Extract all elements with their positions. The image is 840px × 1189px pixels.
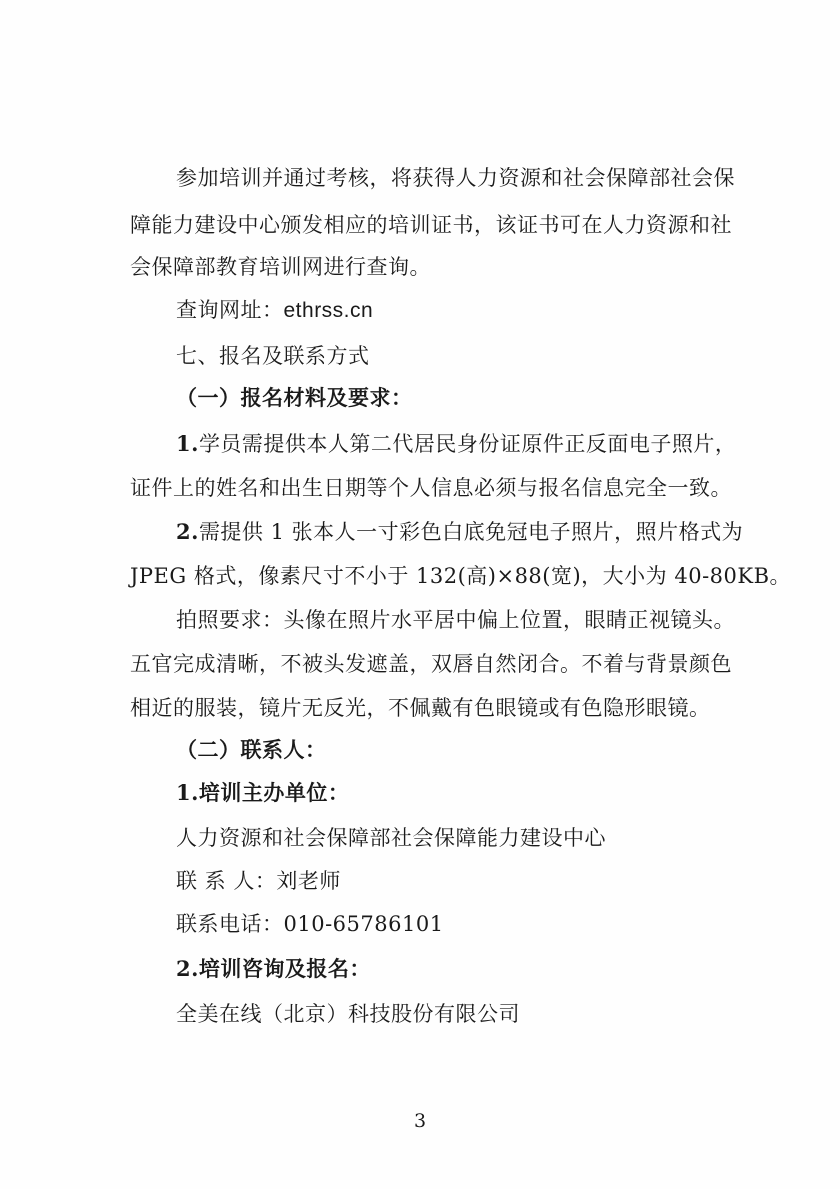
list-item-line: JPEG 格式，像素尺寸不小于 132(高)×88(宽)，大小为 40-80KB。 [130, 564, 792, 588]
page-number: 3 [413, 1110, 427, 1132]
paragraph-line: 相近的服装，镜片无反光，不佩戴有色眼镜或有色隐形眼镜。 [130, 696, 711, 720]
section-heading: 七、报名及联系方式 [176, 344, 370, 368]
subsection-heading: （二）联系人： [176, 737, 327, 762]
consult-heading: 2.培训咨询及报名： [176, 956, 371, 981]
consult-company: 全美在线（北京）科技股份有限公司 [176, 1002, 520, 1026]
contact-person: 联 系 人：刘老师 [176, 869, 341, 893]
paragraph-line: 障能力建设中心颁发相应的培训证书，该证书可在人力资源和社 [130, 213, 732, 237]
subsection-heading: （一）报名材料及要求： [176, 385, 413, 410]
query-url-value: ethrss.cn [283, 299, 374, 322]
list-item-text: 需提供 1 张本人一寸彩色白底免冠电子照片，照片格式为 [198, 520, 744, 544]
paragraph-line: 五官完成清晰，不被头发遮盖，双唇自然闭合。不着与背景颜色 [130, 652, 732, 676]
organizer-heading: 1.培训主办单位： [176, 780, 350, 805]
query-url-label: 查询网址： [176, 298, 284, 322]
list-item-number: 1. [176, 431, 199, 456]
paragraph-line: 参加培训并通过考核，将获得人力资源和社会保障部社会保 [176, 166, 735, 190]
organizer-name: 人力资源和社会保障部社会保障能力建设中心 [176, 826, 606, 850]
list-item-line [176, 518, 743, 546]
contact-phone: 联系电话：010-65786101 [176, 912, 444, 936]
list-item-number: 2. [176, 519, 199, 544]
list-item-line: 证件上的姓名和出生日期等个人信息必须与报名信息完全一致。 [130, 476, 732, 500]
paragraph-line: 拍照要求：头像在照片水平居中偏上位置，眼睛正视镜头。 [176, 608, 735, 632]
paragraph-line: 会保障部教育培训网进行查询。 [130, 255, 431, 279]
list-item-text: 学员需提供本人第二代居民身份证原件正反面电子照片， [198, 432, 737, 456]
query-url-line [176, 296, 373, 325]
list-item-line [176, 430, 736, 458]
